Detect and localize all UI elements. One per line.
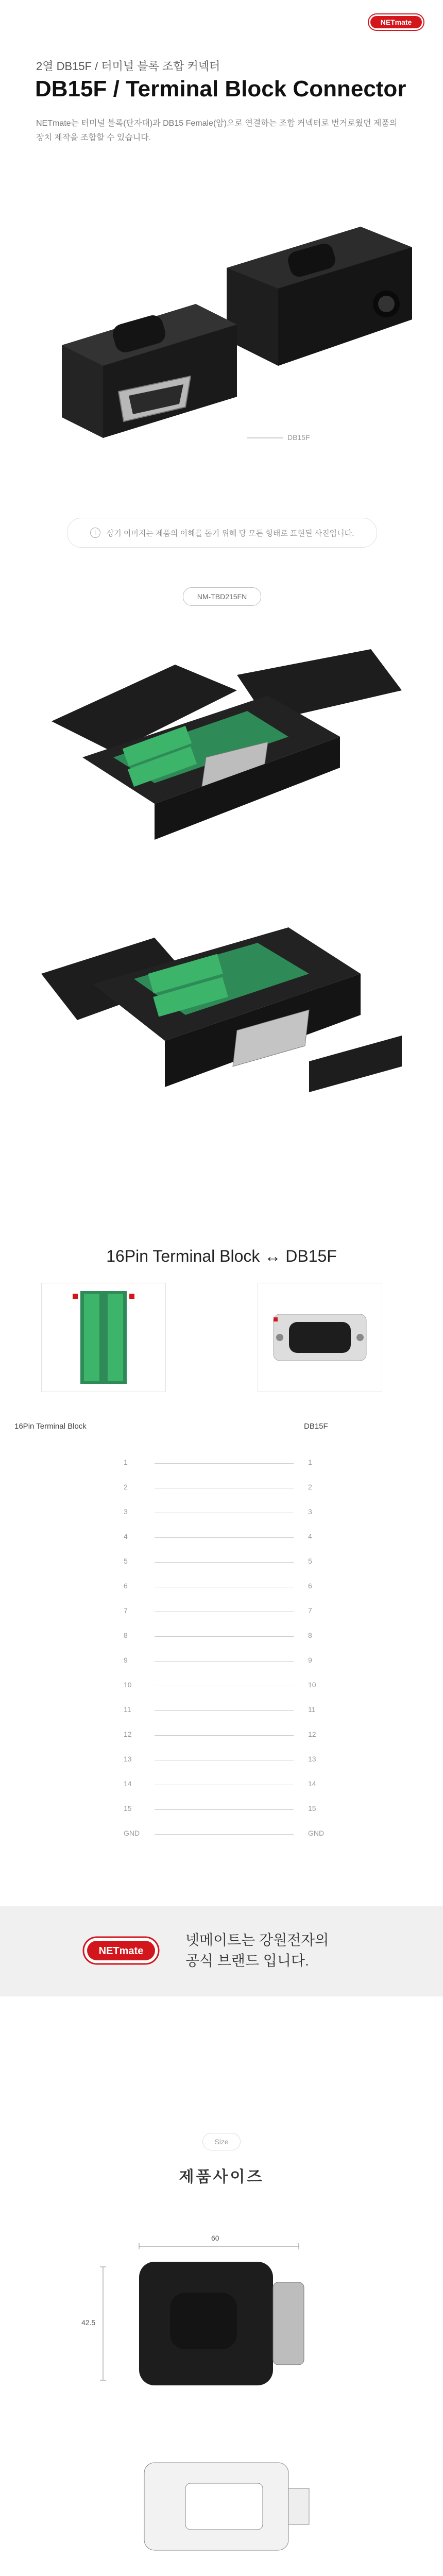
header-section	[0, 0, 443, 170]
terminal-block-thumbnail	[41, 1283, 166, 1392]
pin-right-label: 2	[308, 1483, 312, 1491]
pin-row	[0, 1755, 443, 1765]
pin-connection-line	[155, 1710, 294, 1711]
pin-right-label: 14	[308, 1780, 316, 1788]
size-tag: Size	[0, 2133, 443, 2150]
product-subtitle: 2열 DB15F / 터미널 블록 조합 커넥터	[36, 60, 220, 73]
pin-left-label: 2	[124, 1483, 128, 1491]
open-product-image-bottom	[21, 896, 422, 1154]
pin-left-label: 1	[124, 1458, 128, 1466]
size-heading: 제품사이즈	[179, 2168, 264, 2185]
brand-band	[0, 1906, 443, 1996]
pin-connection-line	[155, 1537, 294, 1538]
pin-row	[0, 1606, 443, 1617]
housing-connector	[62, 304, 237, 438]
brand-text-line1: 넷메이트는 강원전자의	[185, 1932, 329, 1948]
brand-text-line2: 공식 브랜드 입니다.	[185, 1953, 309, 1969]
pin-left-label: GND	[124, 1829, 140, 1837]
pin-left-label: 15	[124, 1804, 132, 1812]
pin-row	[0, 1507, 443, 1518]
height-dimension: 42.5	[81, 2318, 96, 2327]
pin-left-label: 7	[124, 1606, 128, 1615]
brand-logo	[82, 1936, 160, 1965]
pinmap-title: 16Pin Terminal Block ↔ DB15F	[106, 1247, 337, 1265]
db15f-callout: DB15F	[287, 433, 310, 442]
pin-connection-line	[155, 1735, 294, 1736]
pin-row	[0, 1483, 443, 1493]
pin-right-label: 6	[308, 1582, 312, 1590]
pin-row	[0, 1705, 443, 1716]
pin-right-label: 13	[308, 1755, 316, 1763]
hero-product-image	[21, 170, 422, 505]
pin-connection-line	[155, 1562, 294, 1563]
pin-connection-line	[155, 1809, 294, 1810]
pin-right-label: 7	[308, 1606, 312, 1615]
model-number-pill: NM-TBD215FN	[183, 587, 261, 606]
pin-row	[0, 1557, 443, 1567]
pin-connection-line	[155, 1636, 294, 1637]
terminal-block-label: 16Pin Terminal Block	[14, 1422, 87, 1431]
pin-left-label: 9	[124, 1656, 128, 1664]
svg-text:NETmate: NETmate	[380, 18, 412, 26]
pin-connection-line	[155, 1463, 294, 1464]
db15f-thumbnail	[258, 1283, 382, 1392]
pin-row	[0, 1681, 443, 1691]
pin-connection-line	[155, 1834, 294, 1835]
pin-right-label: 3	[308, 1507, 312, 1516]
pin-right-label: 15	[308, 1804, 316, 1812]
pin-left-label: 11	[124, 1705, 131, 1714]
pin-right-label: GND	[308, 1829, 325, 1837]
width-dimension: 60	[211, 2234, 219, 2242]
pin-row	[0, 1656, 443, 1666]
pin-left-label: 13	[124, 1755, 132, 1763]
product-description: NETmate는 터미널 블록(단자대)과 DB15 Female(암)으로 연결하는 조합 커넥터로 번거로웠던 제품의 장치 제작을 조합할 수 있습니다.	[36, 119, 398, 142]
pin-left-label: 3	[124, 1507, 128, 1516]
pin-left-label: 4	[124, 1532, 128, 1540]
pin-row	[0, 1582, 443, 1592]
pin-row	[0, 1829, 443, 1839]
db15f-label: DB15F	[304, 1422, 328, 1431]
product-title: DB15F / Terminal Block Connector	[35, 76, 406, 101]
housing-cover	[227, 227, 412, 366]
pin-right-label: 12	[308, 1730, 316, 1738]
info-icon: !	[90, 528, 100, 538]
pin-right-label: 5	[308, 1557, 312, 1565]
image-notice-text: 상기 이미지는 제품의 이해를 돕기 위해 당 모든 형태로 표현된 사진입니다.	[106, 529, 354, 538]
pin-right-label: 11	[308, 1705, 316, 1714]
pin-row	[0, 1730, 443, 1740]
pin-right-label: 10	[308, 1681, 316, 1689]
pin-right-label: 8	[308, 1631, 312, 1639]
open-product-image-top	[21, 634, 422, 881]
pin-connection-line	[155, 1661, 294, 1662]
pin-row	[0, 1458, 443, 1468]
pin-left-label: 14	[124, 1780, 132, 1788]
pin-right-label: 4	[308, 1532, 312, 1540]
pin-row	[0, 1532, 443, 1543]
pin-row	[0, 1804, 443, 1815]
size-drawing	[0, 2205, 443, 2576]
pin-left-label: 10	[124, 1681, 132, 1689]
pin-right-label: 1	[308, 1458, 312, 1466]
pin-left-label: 8	[124, 1631, 128, 1639]
pin-row	[0, 1631, 443, 1641]
image-notice	[67, 518, 377, 548]
pin-right-label: 9	[308, 1656, 312, 1664]
pin-left-label: 12	[124, 1730, 132, 1738]
pin-left-label: 5	[124, 1557, 128, 1565]
pin-row	[0, 1780, 443, 1790]
pin-left-label: 6	[124, 1582, 128, 1590]
svg-text:NETmate: NETmate	[98, 1945, 144, 1957]
netmate-logo	[368, 13, 424, 31]
